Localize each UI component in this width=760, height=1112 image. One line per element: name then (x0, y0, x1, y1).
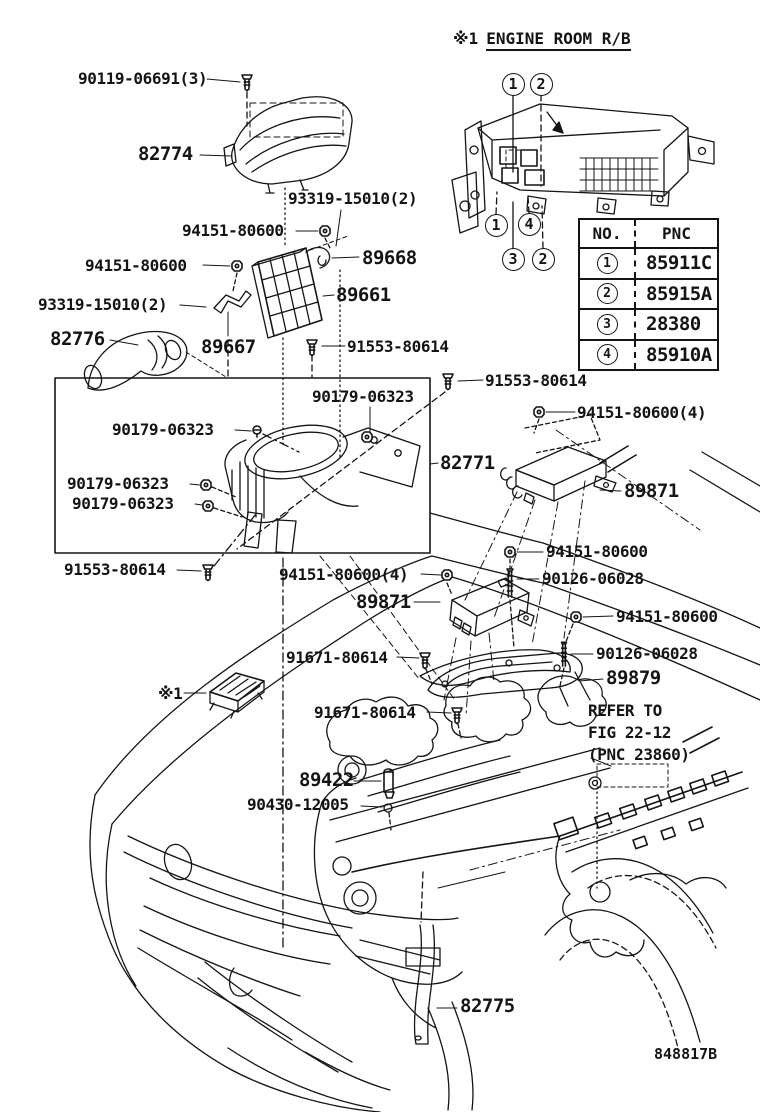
part-label-9415180600: 94151-80600 (616, 607, 718, 626)
refer-note-line: FIG 22-12 (588, 723, 672, 742)
part-label-9017906323: 90179-06323 (72, 494, 174, 513)
pnc-row-no-circle: 4 (597, 344, 618, 365)
air-cleaner-cap-82774 (224, 97, 352, 193)
part-label-9415180600: 94151-80600 (546, 542, 648, 561)
part-label-9415180600: 94151-80600 (182, 221, 284, 240)
part-label-89871: 89871 (624, 480, 679, 502)
car-body (90, 430, 760, 1112)
part-label-82774: 82774 (138, 143, 193, 165)
part-label-89667: 89667 (201, 336, 256, 358)
pnc-row-no (580, 310, 636, 339)
part-label-82775: 82775 (460, 995, 515, 1017)
callout-circle-2: 2 (532, 248, 555, 271)
part-label-9167180614: 91671-80614 (286, 648, 388, 667)
inset-title (453, 29, 631, 48)
callout-circle-2: 2 (530, 73, 553, 96)
part-label-9017906323: 90179-06323 (112, 420, 214, 439)
pnc-table-header-no: NO. (580, 220, 636, 247)
inset-title-prefix: ※1 (453, 29, 479, 48)
pnc-table-row (580, 339, 717, 370)
part-label-89661: 89661 (336, 284, 391, 306)
part-label-90119066913: 90119-06691(3) (78, 69, 208, 88)
wheel-arch (545, 859, 716, 1048)
pnc-row-value: 85915A (646, 282, 712, 305)
pnc-table-row (580, 247, 717, 278)
part-label-94151806004: 94151-80600(4) (279, 565, 409, 584)
part-label-9167180614: 91671-80614 (314, 703, 416, 722)
refer-note-line: (PNC 23860) (588, 745, 690, 764)
pnc-row-no (580, 341, 636, 370)
callout-circle-4: 4 (518, 213, 541, 236)
fastener-hardware (201, 75, 581, 738)
part-label-9155380614: 91553-80614 (347, 337, 449, 356)
bracket-89667 (214, 291, 251, 313)
part-label-82776: 82776 (50, 328, 105, 350)
drain-hose-82775 (406, 872, 440, 1044)
refer-note (588, 700, 690, 766)
part-label-9155380614: 91553-80614 (485, 371, 587, 390)
inset-title-text: ENGINE ROOM R/B (486, 29, 631, 51)
part-label-89668: 89668 (362, 247, 417, 269)
part-label-94151806004: 94151-80600(4) (577, 403, 707, 422)
pnc-row-no (580, 249, 636, 278)
engine-assembly (283, 556, 748, 1110)
part-label-9043012005: 90430-12005 (247, 795, 349, 814)
pnc-row-no-circle: 3 (597, 314, 618, 335)
part-label-89871: 89871 (356, 591, 411, 613)
pnc-row-value: 28380 (646, 313, 701, 336)
part-label-9155380614: 91553-80614 (64, 560, 166, 579)
part-label-82771: 82771 (440, 452, 495, 474)
ecu-89871-lower (444, 578, 534, 716)
part-label-1: ※1 (158, 684, 183, 703)
part-label-9017906323: 90179-06323 (67, 474, 169, 493)
pnc-table-header-pnc: PNC (662, 224, 691, 243)
air-filter-89661 (252, 248, 322, 338)
pnc-table (578, 218, 719, 371)
part-label-89879: 89879 (606, 667, 661, 689)
part-label-93319150102: 93319-15010(2) (38, 295, 168, 314)
part-label-93319150102: 93319-15010(2) (288, 189, 418, 208)
part-label-9415180600: 94151-80600 (85, 256, 187, 275)
part-label-89422: 89422 (299, 769, 354, 791)
part-label-9012606028: 90126-06028 (596, 644, 698, 663)
pnc-row-value: 85910A (646, 343, 712, 366)
pnc-table-header (580, 220, 717, 247)
callout-circle-1: 1 (485, 214, 508, 237)
pnc-row-no (580, 280, 636, 309)
drawing-code: 848817B (654, 1045, 718, 1063)
pnc-row-value: 85911C (646, 252, 712, 275)
part-label-9017906323: 90179-06323 (312, 387, 414, 406)
refer-note-line: REFER TO (588, 701, 662, 720)
callout-circle-3: 3 (502, 248, 525, 271)
part-label-9012606028: 90126-06028 (542, 569, 644, 588)
plug-89422 (384, 769, 394, 830)
pnc-table-row (580, 278, 717, 309)
pnc-row-no-circle: 2 (597, 283, 618, 304)
callout-circle-1: 1 (502, 73, 525, 96)
pnc-table-row (580, 308, 717, 339)
pnc-row-no-circle: 1 (597, 253, 618, 274)
pnc-table-rows (580, 247, 717, 369)
